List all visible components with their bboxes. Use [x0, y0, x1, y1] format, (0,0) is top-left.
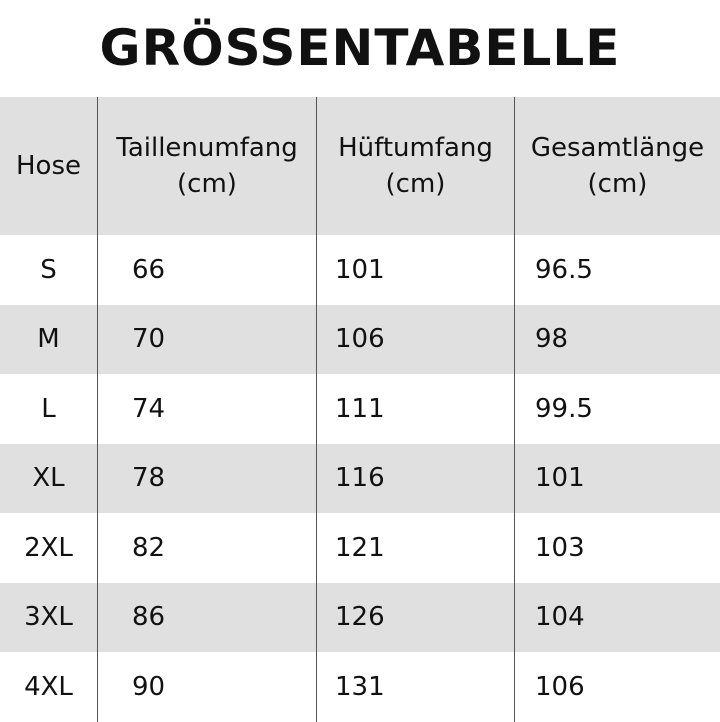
waist-cell: 90: [98, 652, 317, 722]
table-row: [0, 374, 720, 444]
waist-cell: 86: [98, 583, 317, 653]
hip-cell: 111: [317, 374, 515, 444]
size-cell: M: [0, 305, 98, 375]
hip-cell: 106: [317, 305, 515, 375]
length-cell: 99.5: [535, 393, 593, 424]
header-length-label: Gesamtlänge: [530, 133, 705, 163]
header-waist: [98, 97, 317, 235]
header-hip-label: Hüftumfang: [338, 133, 493, 163]
waist-cell: 70: [98, 305, 317, 375]
length-cell: 101: [535, 463, 585, 494]
header-waist-unit: (cm): [177, 169, 237, 199]
header-length: [515, 97, 720, 235]
waist-cell: 66: [98, 235, 317, 305]
length-cell: 106: [535, 671, 585, 702]
waist-cell: 74: [98, 374, 317, 444]
header-hose: [0, 97, 98, 235]
table-body: [0, 235, 720, 722]
table-row: [0, 652, 720, 722]
waist-cell: 82: [98, 513, 317, 583]
table-row: [0, 513, 720, 583]
hip-cell: 121: [317, 513, 515, 583]
length-cell: 103: [535, 532, 585, 563]
length-cell: 96.5: [535, 254, 593, 285]
length-cell: 104: [535, 602, 585, 633]
table-row: [0, 583, 720, 653]
size-cell: 2XL: [0, 513, 98, 583]
size-cell: XL: [0, 444, 98, 514]
size-cell: L: [0, 374, 98, 444]
header-length-unit: (cm): [587, 169, 648, 199]
hip-cell: 116: [317, 444, 515, 514]
length-cell: 98: [535, 324, 569, 355]
waist-cell: 78: [98, 444, 317, 514]
header-hip-unit: (cm): [385, 169, 446, 199]
table-row: [0, 235, 720, 305]
size-cell: S: [0, 235, 98, 305]
table-row: [0, 444, 720, 514]
header-hip: [317, 97, 515, 235]
hip-cell: 131: [317, 652, 515, 722]
size-table: [0, 97, 720, 722]
size-cell: 4XL: [0, 652, 98, 722]
hip-cell: 126: [317, 583, 515, 653]
table-header-row: [0, 97, 720, 235]
table-row: [0, 305, 720, 375]
size-cell: 3XL: [0, 583, 98, 653]
header-waist-label: Taillenumfang: [116, 133, 298, 163]
page-title: GRÖSSENTABELLE: [99, 19, 621, 77]
hip-cell: 101: [317, 235, 515, 305]
header-hose-label: Hose: [16, 151, 81, 181]
